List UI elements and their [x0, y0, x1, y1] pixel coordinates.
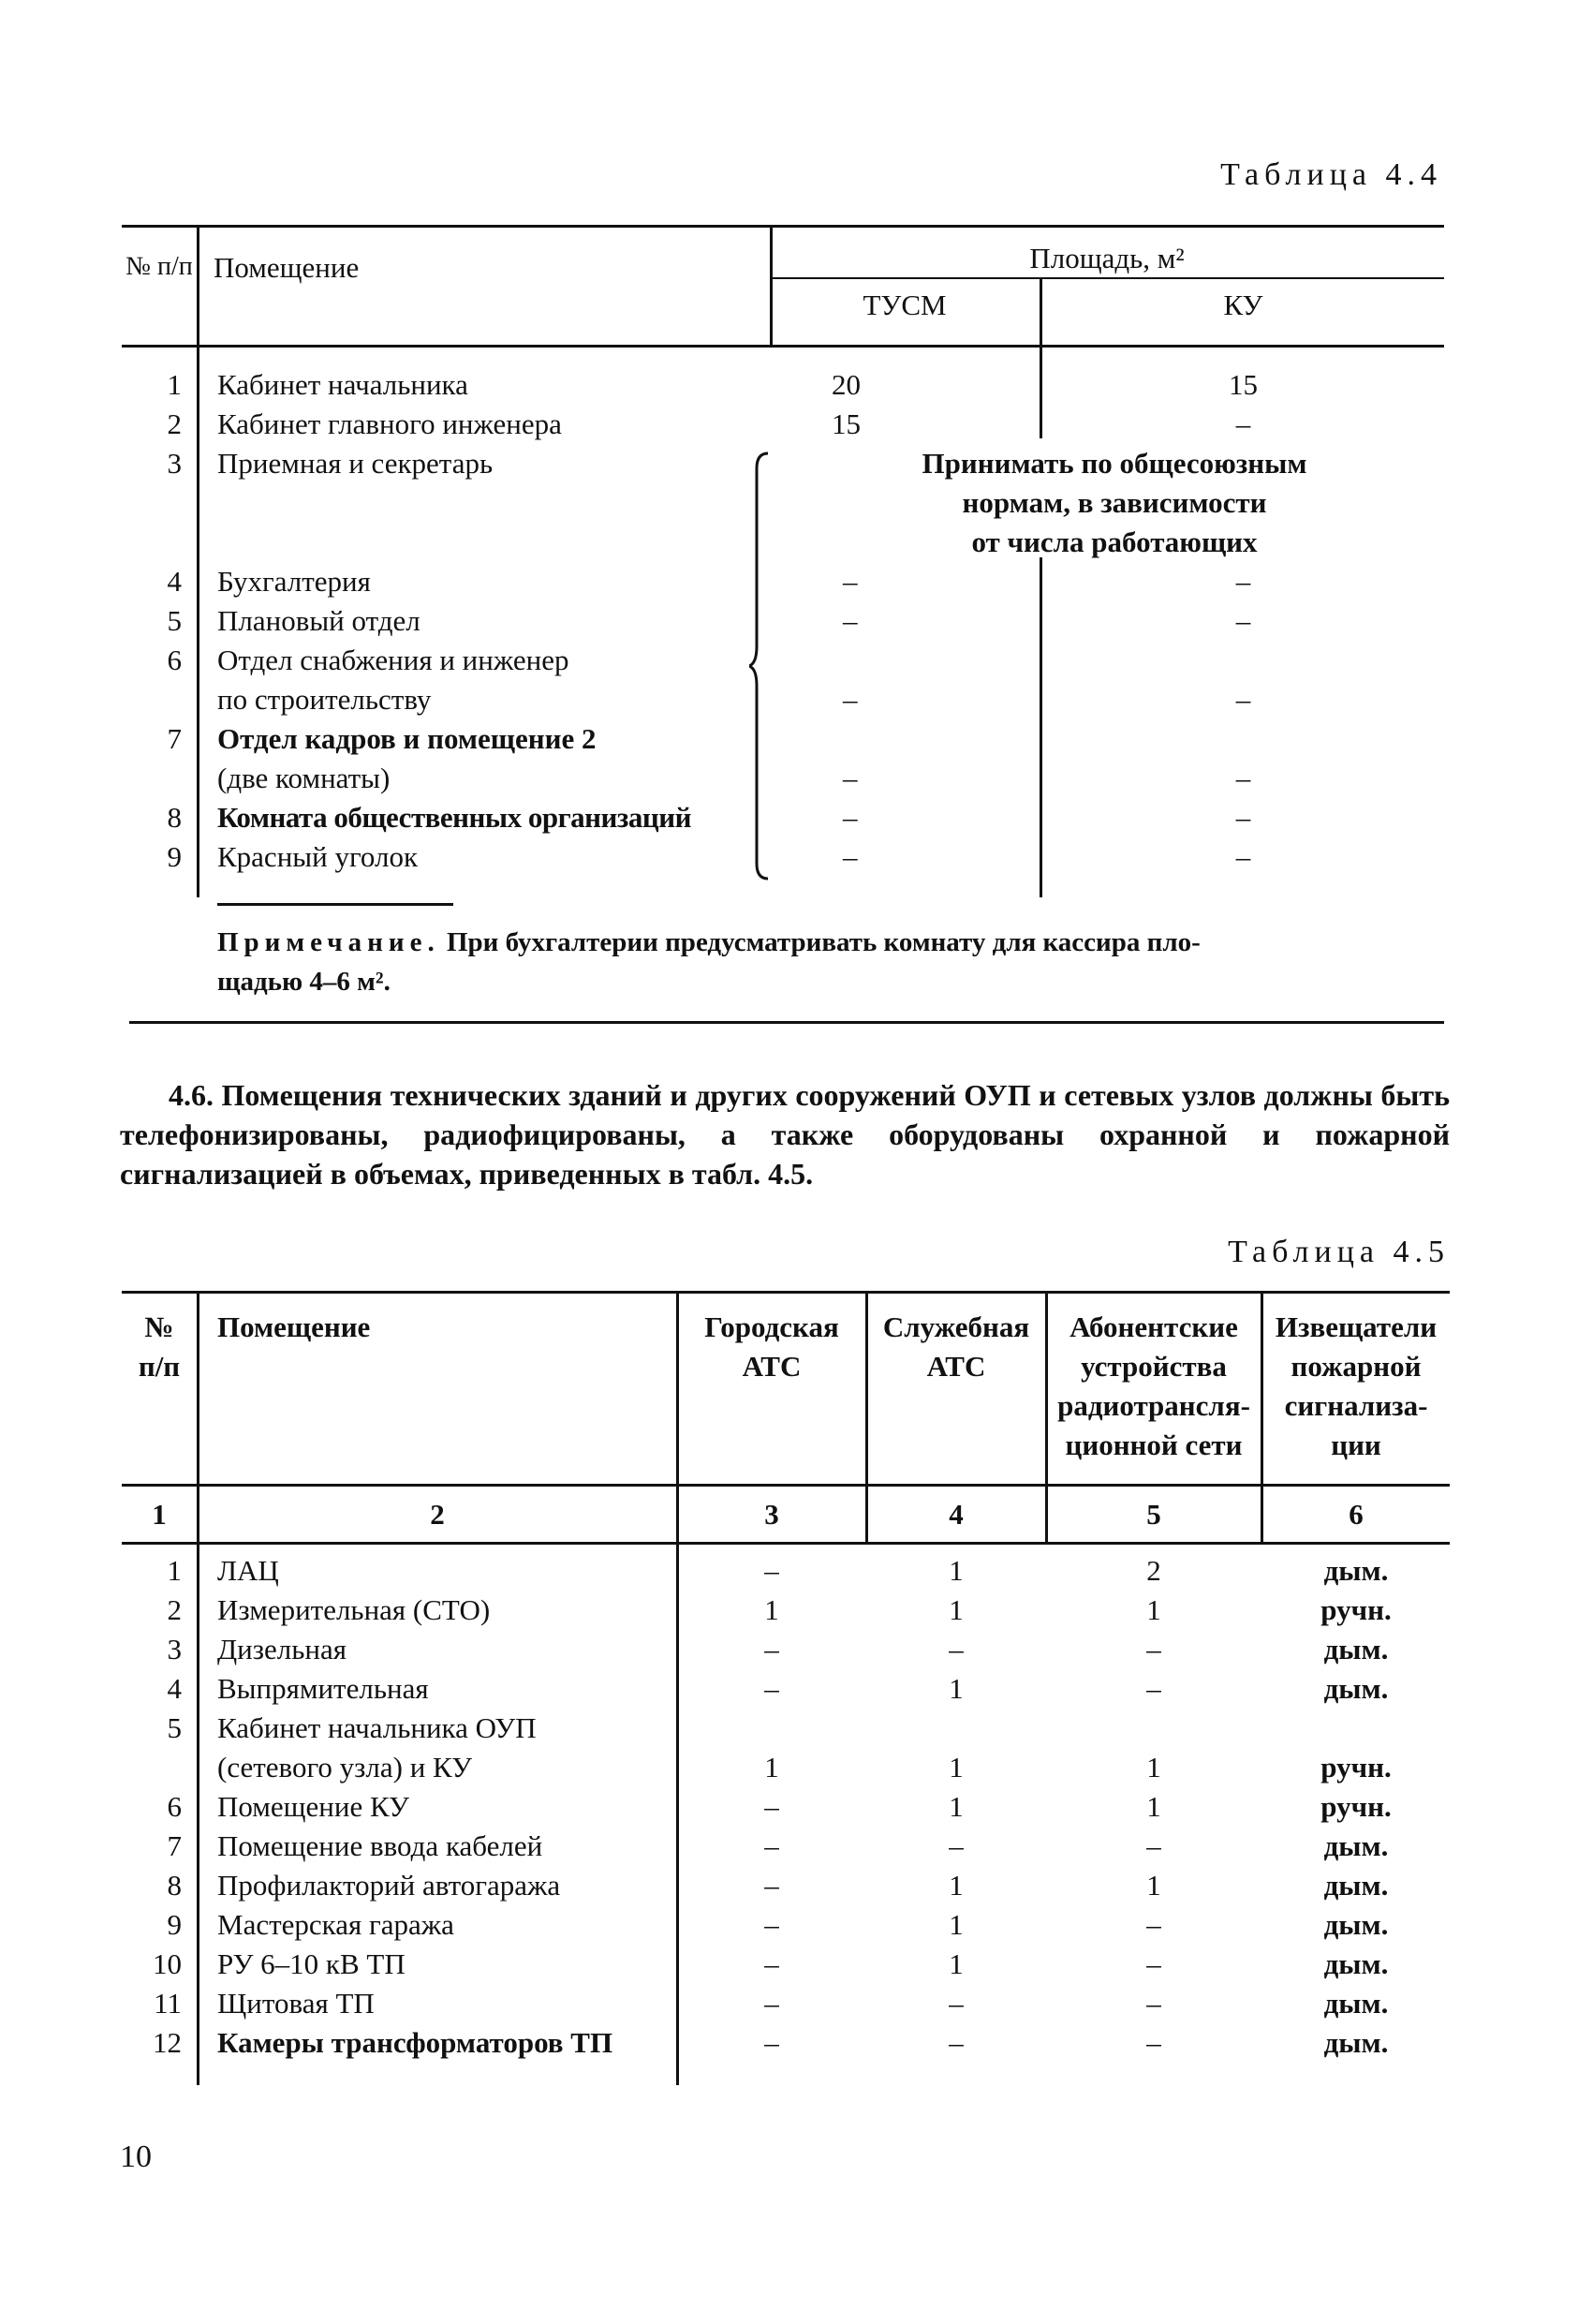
t44-header-room: Помещение	[214, 251, 360, 284]
t45-header-num: п/п	[138, 1350, 181, 1383]
t45-col-number: 6	[1349, 1498, 1364, 1531]
t45-row-room: Щитовая ТП	[217, 1987, 375, 2020]
t45-row-fire: дым.	[1323, 1554, 1389, 1587]
t45-row-city: 1	[764, 1751, 779, 1784]
t45-row-city: –	[764, 1908, 779, 1941]
t45-row-fire: дым.	[1323, 1633, 1389, 1665]
t45-col-number: 3	[764, 1498, 779, 1531]
t44-row-num: 9	[167, 840, 182, 873]
t45-row-fire: дым.	[1323, 1869, 1389, 1902]
t45-row-service: 1	[949, 1672, 964, 1705]
t45-row-service: –	[949, 1633, 964, 1665]
t45-row-city: 1	[764, 1593, 779, 1626]
t45-row-num: 11	[154, 1987, 182, 2020]
t45-row-fire: дым.	[1323, 2026, 1389, 2059]
t45-row-service: –	[949, 1829, 964, 1862]
t45-row-city: –	[764, 1987, 779, 2020]
t45-row-room: Камеры трансформаторов ТП	[217, 2026, 613, 2059]
t45-row-num: 5	[167, 1711, 182, 1744]
t44-row-room: Комната общественных организаций	[217, 801, 691, 834]
t45-col-number: 2	[430, 1498, 445, 1531]
t44-footnote	[217, 923, 1444, 1001]
t44-row-tusm: –	[843, 604, 858, 637]
t44-row-ku: –	[1235, 762, 1251, 794]
t45-row-city: –	[764, 2026, 779, 2059]
t45-row-service: 1	[949, 1869, 964, 1902]
t45-row-service: 1	[949, 1790, 964, 1823]
t45-col-rule-1	[197, 1291, 199, 2085]
t44-row-num: 7	[167, 722, 182, 755]
t45-row-fire: ручн.	[1320, 1593, 1392, 1626]
t44-row-tusm: –	[843, 683, 858, 716]
t44-merged-note-line: нормам, в зависимости	[962, 486, 1267, 519]
t44-row-ku: –	[1235, 407, 1251, 440]
t45-row-radio: –	[1146, 1987, 1161, 2020]
t45-col-number: 5	[1146, 1498, 1161, 1531]
t45-row-fire: дым.	[1323, 1947, 1389, 1980]
t45-row-radio: –	[1146, 1829, 1161, 1862]
t44-row-ku: –	[1235, 565, 1251, 598]
t44-row-num: 5	[167, 604, 182, 637]
t45-row-service: 1	[949, 1593, 964, 1626]
t44-header-tusm: ТУСМ	[863, 289, 947, 321]
t44-row-room: Отдел кадров и помещение 2	[217, 722, 597, 755]
t44-footnote-label: Примечание.	[217, 927, 440, 957]
t44-bottom-rule	[129, 1021, 1444, 1024]
t44-row-room: Приемная и секретарь	[217, 447, 494, 480]
t45-header-radio: радиотрансля-	[1057, 1389, 1250, 1422]
t45-row-service: 1	[949, 1947, 964, 1980]
t45-header-service: АТС	[926, 1350, 986, 1383]
t44-row-num: 1	[167, 368, 182, 401]
t45-header-radio: Абонентские	[1069, 1310, 1238, 1343]
page-number: 10	[120, 2139, 152, 2174]
t44-footnote-text: При бухгалтерии предусматривать комнату для кассира пло-	[446, 927, 1201, 957]
t45-row-num: 2	[167, 1593, 182, 1626]
t45-row-radio: –	[1146, 1947, 1161, 1980]
t45-row-city: –	[764, 1672, 779, 1705]
t44-row-room: Плановый отдел	[217, 604, 420, 637]
t45-row-radio: 1	[1146, 1869, 1161, 1902]
t45-row-room: Измерительная (СТО)	[217, 1593, 491, 1626]
t44-row-room: Красный уголок	[217, 840, 419, 873]
t45-row-room: ЛАЦ	[217, 1554, 279, 1587]
t45-row-radio: –	[1146, 1672, 1161, 1705]
t44-footnote-text: щадью 4–6 м².	[217, 967, 391, 997]
t45-header-rule	[122, 1484, 1450, 1487]
t44-header-ku: КУ	[1223, 289, 1263, 321]
t45-col-number: 4	[949, 1498, 964, 1531]
t44-merged-note-line: Принимать по общесоюзным	[922, 447, 1307, 480]
t45-row-radio: –	[1146, 1633, 1161, 1665]
t44-row-room: (две комнаты)	[217, 762, 391, 794]
t44-row-num: 4	[167, 565, 182, 598]
t44-col-rule-1	[197, 225, 199, 897]
t45-row-city: –	[764, 1947, 779, 1980]
t45-row-radio: 1	[1146, 1790, 1161, 1823]
t44-merged-note-line: от числа работающих	[971, 525, 1258, 558]
t44-header-num: № п/п	[125, 252, 193, 281]
t44-row-tusm: 20	[832, 368, 861, 401]
t45-header-fire: пожарной	[1291, 1350, 1422, 1383]
t45-row-room: Выпрямительная	[217, 1672, 429, 1705]
t45-row-fire: дым.	[1323, 1987, 1389, 2020]
t45-row-room: Кабинет начальника ОУП	[217, 1711, 537, 1744]
t45-header-fire: ции	[1331, 1428, 1381, 1461]
t44-row-num: 3	[167, 447, 182, 480]
t45-row-num: 4	[167, 1672, 182, 1705]
t45-row-service: –	[949, 2026, 964, 2059]
t45-row-radio: 2	[1146, 1554, 1161, 1587]
t44-row-tusm: –	[843, 801, 858, 834]
t45-header-city: АТС	[742, 1350, 802, 1383]
t45-row-city: –	[764, 1554, 779, 1587]
t44-header-rule	[122, 345, 1444, 348]
t44-row-ku: –	[1235, 604, 1251, 637]
t44-row-ku: –	[1235, 801, 1251, 834]
t45-row-radio: –	[1146, 2026, 1161, 2059]
t45-row-room: Дизельная	[217, 1633, 347, 1665]
t45-row-room: РУ 6–10 кВ ТП	[217, 1947, 406, 1980]
table-4-4-caption: Таблица 4.4	[1220, 157, 1442, 192]
t45-row-room: Помещение ввода кабелей	[217, 1829, 543, 1862]
t45-top-rule	[122, 1291, 1450, 1294]
t45-row-service: 1	[949, 1908, 964, 1941]
t44-row-room: Кабинет главного инженера	[217, 407, 562, 440]
t45-row-fire: ручн.	[1320, 1790, 1392, 1823]
t45-row-num: 8	[167, 1869, 182, 1902]
t45-row-num: 3	[167, 1633, 182, 1665]
t45-header-radio: ционной сети	[1065, 1428, 1243, 1461]
t45-header-city: Городская	[704, 1310, 839, 1343]
t44-row-num: 8	[167, 801, 182, 834]
t45-row-num: 12	[153, 2026, 182, 2059]
table-4-5-caption: Таблица 4.5	[1228, 1235, 1450, 1269]
t44-row-num: 6	[167, 644, 182, 676]
t45-row-fire: дым.	[1323, 1829, 1389, 1862]
t44-row-num: 2	[167, 407, 182, 440]
t44-row-tusm: 15	[832, 407, 861, 440]
t45-row-num: 7	[167, 1829, 182, 1862]
t44-row-room: Отдел снабжения и инженер	[217, 644, 569, 676]
t45-header-fire: сигнализа-	[1284, 1389, 1428, 1422]
t45-row-city: –	[764, 1790, 779, 1823]
t45-header-fire: Извещатели	[1275, 1310, 1438, 1343]
t44-row-ku: 15	[1229, 368, 1258, 401]
t44-top-rule	[122, 225, 1444, 228]
t45-row-fire: дым.	[1323, 1908, 1389, 1941]
t45-row-radio: 1	[1146, 1751, 1161, 1784]
t45-numbers-rule	[122, 1542, 1450, 1545]
t45-row-num: 1	[167, 1554, 182, 1587]
t45-row-service: –	[949, 1987, 964, 2020]
t45-col-number: 1	[152, 1498, 167, 1531]
paragraph-4-6: 4.6. Помещения технических зданий и других сооружений ОУП и сетевых узлов должны быть телефонизированы, радиофицированы, а также оборудованы охранной и пожарной сигнализацией в объемах, приведенных в табл. 4.5.	[120, 1078, 1450, 1191]
t45-row-room: Помещение КУ	[217, 1790, 409, 1823]
t45-header-radio: устройства	[1081, 1350, 1227, 1383]
t44-footnote-rule	[217, 903, 453, 906]
t45-header-service: Служебная	[882, 1310, 1030, 1343]
t44-group-brace-icon	[749, 450, 774, 882]
t45-row-city: –	[764, 1869, 779, 1902]
t45-row-num: 6	[167, 1790, 182, 1823]
t45-row-num: 10	[153, 1947, 182, 1980]
t45-row-radio: 1	[1146, 1593, 1161, 1626]
t44-row-room: Бухгалтерия	[217, 565, 371, 598]
t45-row-num: 9	[167, 1908, 182, 1941]
t45-header-room: Помещение	[217, 1310, 371, 1343]
t45-row-room: Профилакторий автогаража	[217, 1869, 561, 1902]
t44-row-tusm: –	[843, 840, 858, 873]
t45-row-city: –	[764, 1829, 779, 1862]
t44-row-ku: –	[1235, 840, 1251, 873]
t44-header-area: Площадь, м²	[1029, 242, 1185, 274]
t45-row-service: 1	[949, 1554, 964, 1587]
t45-row-fire: ручн.	[1320, 1751, 1392, 1784]
t44-row-tusm: –	[843, 762, 858, 794]
t45-row-service: 1	[949, 1751, 964, 1784]
t45-row-room: Мастерская гаража	[217, 1908, 454, 1941]
t45-row-room: (сетевого узла) и КУ	[217, 1751, 473, 1784]
t45-row-fire: дым.	[1323, 1672, 1389, 1705]
t44-row-room: Кабинет начальника	[217, 368, 468, 401]
t44-row-room: по строительству	[217, 683, 432, 716]
t45-row-city: –	[764, 1633, 779, 1665]
t45-header-num: №	[144, 1310, 174, 1343]
t45-row-radio: –	[1146, 1908, 1161, 1941]
t44-row-tusm: –	[843, 565, 858, 598]
t44-row-ku: –	[1235, 683, 1251, 716]
